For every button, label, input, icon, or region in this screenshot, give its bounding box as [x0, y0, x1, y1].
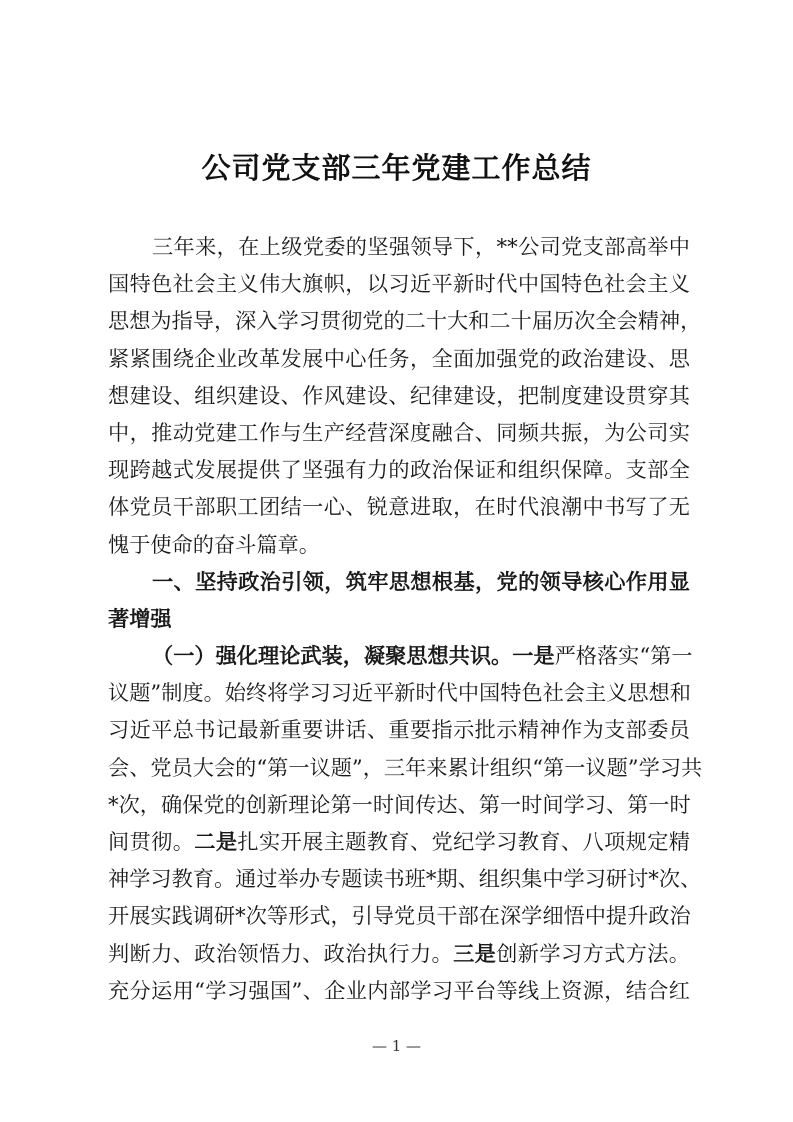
intro-line: 愧于使命的奋斗篇章。 [108, 531, 320, 557]
body-text: 严格落实“第一 [554, 643, 693, 669]
body-text: 扎实开展主题教育、党纪学习教育、八项规定精 [237, 829, 690, 854]
intro-line: 中，推动党建工作与生产经营深度融合、同频共振，为公司实 [108, 419, 690, 445]
body-line: 议题”制度。始终将学习习近平新时代中国特色社会主义思想和 [108, 680, 691, 706]
intro-line: 思想为指导，深入学习贯彻党的二十大和二十届历次全会精神， [108, 308, 702, 334]
body-line: 会、党员大会的“第一议题”，三年来累计组织“第一议题”学习共 [108, 754, 703, 780]
section-heading-line: 一、坚持政治引领，筑牢思想根基，党的领导核心作用显 [152, 568, 690, 594]
body-line [108, 935, 690, 972]
intro-line: 紧紧围绕企业改革发展中心任务，全面加强党的政治建设、思 [108, 345, 690, 371]
body-text: 判断力、政治领悟力、政治执行力。 [108, 940, 454, 966]
document-title: 公司党支部三年党建工作总结 [201, 151, 592, 185]
intro-line: 想建设、组织建设、作风建设、纪律建设，把制度建设贯穿其 [108, 382, 690, 408]
intro-line: 现跨越式发展提供了坚强有力的政治保证和组织保障。支部全 [108, 457, 690, 483]
intro-line: 三年来，在上级党委的坚强领导下，**公司党支部高举中 [152, 234, 690, 259]
body-line: 开展实践调研*次等形式，引导党员干部在深学细悟中提升政治 [108, 903, 691, 929]
body-line: 神学习教育。通过举办专题读书班*期、组织集中学习研讨*次、 [108, 866, 702, 892]
section-heading-line: 著增强 [108, 605, 172, 631]
document-body [108, 228, 703, 1009]
page-number: — 1 — [371, 1037, 422, 1055]
body-text: 间贯彻。 [108, 829, 195, 854]
subsection-line [108, 637, 693, 674]
body-line [108, 823, 690, 860]
body-text: 创新学习方式方法。 [496, 940, 690, 966]
body-line: 充分运用“学习强国”、企业内部学习平台等线上资源，结合红 [108, 977, 690, 1003]
body-line: *次，确保党的创新理论第一时间传达、第一时间学习、第一时 [108, 791, 691, 817]
intro-line: 体党员干部职工团结一心、锐意进取，在时代浪潮中书写了无 [108, 494, 690, 520]
subsection-heading: （一）强化理论武装，凝聚思想共识。 [152, 643, 513, 669]
point-lead: 三是 [453, 940, 497, 966]
intro-line: 国特色社会主义伟大旗帜，以习近平新时代中国特色社会主义 [108, 271, 690, 297]
body-line: 习近平总书记最新重要讲话、重要指示批示精神作为支部委员 [108, 717, 690, 743]
point-lead: 一是 [512, 643, 555, 669]
point-lead: 二是 [194, 829, 238, 854]
